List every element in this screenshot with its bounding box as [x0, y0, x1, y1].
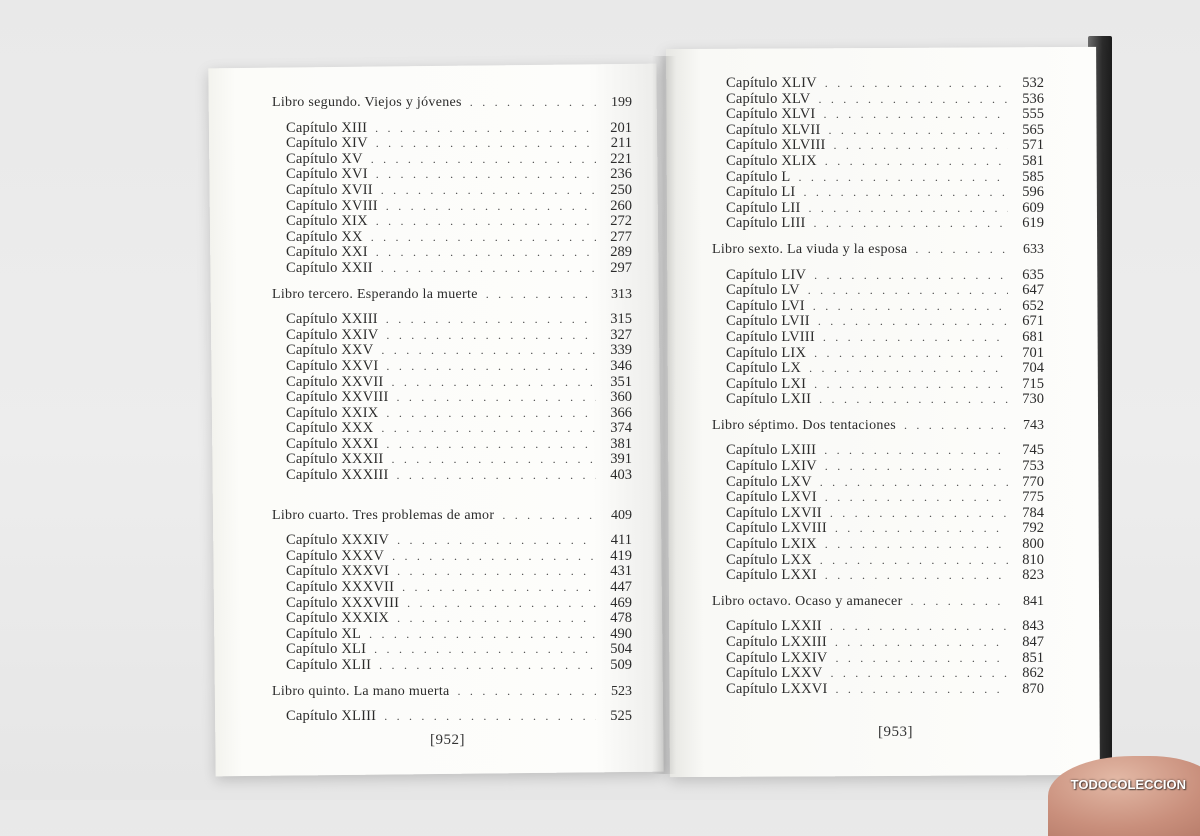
dot-leader — [825, 490, 1008, 506]
toc-chapter-row — [272, 183, 632, 199]
chapter-page-number: 555 — [1022, 106, 1044, 123]
dot-leader — [808, 283, 1008, 299]
dot-leader — [835, 651, 1008, 667]
toc-chapter-row — [712, 185, 1044, 201]
toc-chapter-row — [272, 343, 632, 359]
chapter-page-number: 447 — [610, 579, 632, 596]
chapter-list-octavo — [712, 619, 1044, 697]
chapter-label: Capítulo LXXV — [726, 665, 823, 682]
chapter-page-number: 792 — [1022, 520, 1044, 537]
toc-chapter-row — [712, 76, 1044, 92]
dot-leader — [386, 406, 596, 422]
dot-leader — [376, 136, 596, 152]
dot-leader — [381, 421, 596, 437]
chapter-label: Capítulo XXVI — [286, 357, 379, 374]
dot-leader — [820, 553, 1008, 569]
toc-entry-label: Libro tercero. Esperando la muerte — [272, 286, 478, 302]
dot-leader — [371, 230, 596, 246]
toc-chapter-row — [712, 553, 1044, 569]
chapter-list-segundo — [272, 121, 632, 277]
dot-leader — [381, 261, 596, 277]
chapter-label: Capítulo LIV — [726, 266, 807, 283]
chapter-label: Capítulo LXV — [726, 473, 812, 490]
dot-leader — [386, 437, 596, 453]
toc-chapter-row — [712, 377, 1044, 393]
toc-chapter-row — [272, 468, 632, 484]
chapter-page-number: 652 — [1022, 297, 1044, 314]
chapter-page-number: 847 — [1022, 634, 1044, 650]
chapter-label: Capítulo XXIII — [286, 311, 378, 328]
chapter-label: Capítulo XXIX — [286, 404, 379, 421]
toc-entry-page: 199 — [611, 95, 632, 110]
toc-chapter-row — [712, 459, 1044, 475]
toc-chapter-row — [272, 421, 632, 437]
chapter-label: Capítulo LXVI — [726, 489, 817, 506]
chapter-label: Capítulo LVI — [726, 297, 805, 314]
chapter-label: Capítulo XVIII — [286, 197, 378, 214]
chapter-label: Capítulo XXXIX — [286, 610, 390, 627]
watermark-logo: TODOCOLECCION — [1070, 777, 1186, 792]
toc-chapter-row — [272, 375, 632, 391]
dot-leader — [391, 452, 596, 468]
dot-leader — [835, 682, 1008, 698]
chapter-page-number: 201 — [610, 119, 632, 136]
dot-leader — [835, 635, 1008, 651]
chapter-page-number: 374 — [610, 420, 632, 437]
toc-chapter-row — [712, 154, 1044, 170]
toc-chapter-row — [712, 92, 1044, 108]
dot-leader — [809, 361, 1008, 377]
chapter-label: Capítulo XLVI — [726, 106, 816, 123]
chapter-page-number: 289 — [610, 244, 632, 261]
chapter-label: Capítulo XXXII — [286, 451, 384, 468]
dot-leader — [386, 328, 596, 344]
toc-chapter-row — [272, 136, 632, 152]
chapter-page-number: 411 — [610, 532, 632, 549]
dot-leader — [371, 152, 596, 168]
chapter-label: Capítulo XXXV — [286, 547, 385, 564]
chapter-page-number: 403 — [610, 467, 632, 484]
dot-leader — [803, 185, 1008, 201]
toc-chapter-row — [272, 709, 632, 725]
toc-chapter-row — [272, 406, 632, 422]
toc-chapter-row — [712, 506, 1044, 522]
dot-leader — [386, 359, 596, 375]
chapter-page-number: 315 — [610, 311, 632, 328]
dot-leader — [397, 611, 596, 627]
dot-leader — [486, 287, 596, 303]
dot-leader — [830, 506, 1008, 522]
chapter-label: Capítulo LVII — [726, 313, 810, 330]
toc-entry-libro-cuarto — [272, 508, 632, 524]
toc-chapter-row — [272, 199, 632, 215]
toc-chapter-row — [712, 216, 1044, 232]
chapter-page-number: 277 — [610, 228, 632, 245]
chapter-page-number: 870 — [1022, 680, 1044, 697]
chapter-page-number: 339 — [610, 342, 632, 359]
chapter-page-number: 565 — [1022, 121, 1044, 138]
chapter-label: Capítulo XVI — [286, 166, 368, 183]
chapter-label: Capítulo L — [726, 168, 791, 185]
toc-chapter-row — [272, 580, 632, 596]
dot-leader — [814, 216, 1008, 232]
chapter-label: Capítulo XIX — [286, 213, 368, 230]
toc-chapter-row — [272, 245, 632, 261]
chapter-label: Capítulo XLV — [726, 90, 811, 107]
dot-leader — [386, 312, 596, 328]
chapter-page-number: 704 — [1022, 360, 1044, 377]
chapter-page-number: 609 — [1022, 199, 1044, 216]
dot-leader — [392, 549, 596, 565]
chapter-label: Capítulo XXXVIII — [286, 594, 400, 611]
toc-entry-libro-septimo — [712, 418, 1044, 434]
dot-leader — [823, 330, 1008, 346]
dot-leader — [835, 521, 1008, 537]
chapter-page-number: 431 — [610, 563, 632, 580]
chapter-page-number: 701 — [1022, 344, 1044, 361]
chapter-page-number: 823 — [1022, 567, 1044, 584]
chapter-page-number: 381 — [610, 435, 632, 452]
chapter-label: Capítulo XLIX — [726, 152, 817, 169]
dot-leader — [814, 268, 1008, 284]
chapter-page-number: 272 — [610, 213, 632, 230]
dot-leader — [381, 343, 596, 359]
chapter-label: Capítulo XXVIII — [286, 389, 389, 406]
toc-chapter-row — [272, 437, 632, 453]
dot-leader — [397, 533, 596, 549]
dot-leader — [834, 138, 1008, 154]
chapter-label: Capítulo LXIII — [726, 442, 817, 459]
chapter-label: Capítulo LXII — [726, 391, 812, 408]
dot-leader — [375, 121, 596, 137]
dot-leader — [376, 245, 596, 261]
right-table-of-contents — [712, 76, 1044, 697]
toc-entry-page: 523 — [611, 683, 632, 699]
toc-entry-label: Libro sexto. La viuda y la esposa — [712, 241, 908, 257]
dot-leader — [825, 154, 1008, 170]
toc-chapter-row — [712, 123, 1044, 139]
chapter-label: Capítulo XXII — [286, 259, 373, 276]
dot-leader — [819, 392, 1008, 408]
dot-leader — [374, 642, 596, 658]
dot-leader — [369, 627, 596, 643]
dot-leader — [830, 666, 1008, 682]
dot-leader — [904, 418, 1008, 434]
toc-chapter-row — [712, 314, 1044, 330]
chapter-list-cuarto — [272, 533, 632, 673]
chapter-label: Capítulo XXXI — [286, 435, 379, 452]
toc-entry-label: Libro octavo. Ocaso y amanecer — [712, 593, 903, 609]
chapter-page-number: 327 — [610, 326, 632, 343]
toc-chapter-row — [712, 443, 1044, 459]
dot-leader — [825, 537, 1008, 553]
chapter-page-number: 346 — [610, 357, 632, 374]
toc-chapter-row — [272, 452, 632, 468]
toc-chapter-row — [272, 359, 632, 375]
chapter-label: Capítulo XLVIII — [726, 137, 826, 154]
toc-entry-label: Libro quinto. La mano muerta — [272, 683, 450, 699]
toc-chapter-row — [712, 537, 1044, 553]
toc-chapter-row — [712, 268, 1044, 284]
chapter-page-number: 581 — [1022, 152, 1044, 169]
chapter-label: Capítulo LXXIII — [726, 634, 827, 650]
toc-chapter-row — [272, 121, 632, 137]
chapter-page-number: 419 — [610, 547, 632, 564]
chapter-page-number: 469 — [610, 594, 632, 611]
chapter-label: Capítulo XLIV — [726, 75, 817, 91]
chapter-page-number: 571 — [1022, 137, 1044, 154]
dot-leader — [384, 709, 596, 725]
dot-leader — [829, 123, 1009, 139]
chapter-page-number: 236 — [610, 166, 632, 183]
dot-leader — [396, 468, 596, 484]
chapter-page-number: 366 — [610, 404, 632, 421]
chapter-page-number: 671 — [1022, 313, 1044, 330]
toc-entry-page: 841 — [1023, 593, 1044, 609]
chapter-page-number: 810 — [1022, 551, 1044, 568]
toc-chapter-row — [712, 682, 1044, 698]
toc-chapter-row — [712, 635, 1044, 651]
chapter-page-number: 730 — [1022, 391, 1044, 408]
toc-chapter-row — [272, 328, 632, 344]
page-number-left: [952] — [430, 732, 465, 748]
chapter-page-number: 800 — [1022, 536, 1044, 553]
chapter-page-number: 532 — [1022, 75, 1044, 91]
left-table-of-contents — [272, 95, 632, 725]
chapter-page-number: 504 — [610, 641, 632, 658]
dot-leader — [818, 314, 1008, 330]
chapter-label: Capítulo XXIV — [286, 326, 379, 343]
chapter-page-number: 619 — [1022, 215, 1044, 232]
dot-leader — [824, 443, 1008, 459]
dot-leader — [458, 684, 596, 700]
chapter-label: Capítulo XLIII — [286, 708, 377, 725]
chapter-label: Capítulo XXXIV — [286, 532, 390, 549]
chapter-label: Capítulo LXXVI — [726, 680, 828, 697]
chapter-label: Capítulo LXVIII — [726, 520, 827, 537]
toc-chapter-row — [272, 312, 632, 328]
dot-leader — [915, 242, 1008, 258]
toc-chapter-row — [272, 611, 632, 627]
book-gutter — [652, 56, 676, 774]
dot-leader — [814, 346, 1008, 362]
toc-chapter-row — [712, 346, 1044, 362]
toc-chapter-row — [712, 361, 1044, 377]
dot-leader — [830, 619, 1008, 635]
chapter-label: Capítulo XXXVII — [286, 579, 395, 596]
toc-chapter-row — [272, 627, 632, 643]
chapter-page-number: 211 — [610, 135, 632, 152]
toc-chapter-row — [272, 658, 632, 674]
dot-leader — [376, 214, 596, 230]
chapter-label: Capítulo XLII — [286, 657, 372, 673]
chapter-label: Capítulo XLI — [286, 641, 367, 658]
chapter-label: Capítulo XVII — [286, 181, 373, 198]
toc-chapter-row — [712, 283, 1044, 299]
dot-leader — [470, 95, 596, 111]
chapter-list-tercero — [272, 312, 632, 484]
toc-chapter-row — [712, 568, 1044, 584]
chapter-page-number: 753 — [1022, 458, 1044, 475]
chapter-page-number: 585 — [1022, 168, 1044, 185]
dot-leader — [397, 564, 596, 580]
chapter-page-number: 770 — [1022, 473, 1044, 490]
chapter-page-number: 596 — [1022, 184, 1044, 201]
toc-chapter-row — [712, 666, 1044, 682]
chapter-label: Capítulo LXIX — [726, 536, 817, 553]
dot-leader — [825, 76, 1008, 92]
toc-chapter-row — [272, 596, 632, 612]
chapter-page-number: 297 — [610, 259, 632, 276]
chapter-label: Capítulo LX — [726, 360, 802, 377]
dot-leader — [823, 107, 1008, 123]
toc-entry-label: Libro cuarto. Tres problemas de amor — [272, 507, 495, 523]
dot-leader — [825, 568, 1008, 584]
dot-leader — [808, 201, 1008, 217]
chapter-page-number: 536 — [1022, 90, 1044, 107]
chapter-label: Capítulo XXV — [286, 342, 374, 359]
dot-leader — [798, 170, 1008, 186]
toc-chapter-row — [712, 651, 1044, 667]
toc-chapter-row — [712, 475, 1044, 491]
dot-leader — [814, 377, 1008, 393]
toc-chapter-row — [712, 138, 1044, 154]
toc-chapter-row — [272, 549, 632, 565]
chapter-page-number: 715 — [1022, 375, 1044, 392]
chapter-label: Capítulo XX — [286, 228, 363, 245]
toc-entry-libro-tercero — [272, 287, 632, 303]
chapter-label: Capítulo LI — [726, 184, 796, 201]
chapter-page-number: 775 — [1022, 489, 1044, 506]
chapter-label: Capítulo XXVII — [286, 373, 384, 390]
toc-entry-libro-segundo — [272, 95, 632, 111]
chapter-label: Capítulo LII — [726, 199, 801, 216]
toc-chapter-row — [272, 261, 632, 277]
dot-leader — [813, 299, 1008, 315]
chapter-label: Capítulo XIII — [286, 119, 368, 136]
toc-chapter-row — [272, 230, 632, 246]
chapter-page-number: 635 — [1022, 266, 1044, 283]
toc-chapter-row — [712, 392, 1044, 408]
chapter-page-number: 525 — [610, 708, 632, 725]
chapter-list-septimo — [712, 443, 1044, 583]
dot-leader — [381, 183, 596, 199]
chapter-label: Capítulo LXIV — [726, 458, 817, 475]
chapter-label: Capítulo XL — [286, 625, 362, 642]
chapter-page-number: 391 — [610, 451, 632, 468]
chapter-label: Capítulo LXXIV — [726, 649, 828, 666]
dot-leader — [391, 375, 596, 391]
chapter-page-number: 490 — [610, 625, 632, 642]
chapter-page-number: 260 — [610, 197, 632, 214]
chapter-page-number: 745 — [1022, 442, 1044, 459]
toc-entry-label: Libro séptimo. Dos tentaciones — [712, 417, 896, 433]
toc-chapter-row — [712, 490, 1044, 506]
toc-entry-label: Libro segundo. Viejos y jóvenes — [272, 95, 462, 110]
chapter-label: Capítulo XXI — [286, 244, 368, 261]
toc-chapter-row — [272, 214, 632, 230]
dot-leader — [407, 596, 596, 612]
chapter-page-number: 351 — [610, 373, 632, 390]
dot-leader — [820, 475, 1008, 491]
dot-leader — [386, 199, 596, 215]
dot-leader — [376, 167, 596, 183]
chapter-page-number: 681 — [1022, 328, 1044, 345]
toc-chapter-row — [712, 299, 1044, 315]
chapter-label: Capítulo LXX — [726, 551, 812, 568]
toc-chapter-row — [712, 521, 1044, 537]
chapter-page-number: 647 — [1022, 282, 1044, 299]
toc-chapter-row — [272, 533, 632, 549]
toc-chapter-row — [272, 564, 632, 580]
toc-chapter-row — [272, 152, 632, 168]
page-number-right: [953] — [878, 724, 913, 740]
toc-chapter-row — [712, 107, 1044, 123]
toc-entry-page: 313 — [611, 286, 632, 302]
dot-leader — [818, 92, 1008, 108]
chapter-label: Capítulo XIV — [286, 135, 368, 152]
chapter-label: Capítulo XXXIII — [286, 467, 389, 484]
chapter-label: Capítulo LIII — [726, 215, 806, 232]
chapter-page-number: 250 — [610, 181, 632, 198]
chapter-page-number: 221 — [610, 150, 632, 167]
toc-chapter-row — [272, 642, 632, 658]
chapter-page-number: 509 — [610, 657, 632, 673]
toc-entry-libro-sexto — [712, 242, 1044, 258]
dot-leader — [396, 390, 596, 406]
toc-entry-page: 409 — [611, 507, 632, 523]
dot-leader — [402, 580, 596, 596]
toc-chapter-row — [272, 167, 632, 183]
chapter-label: Capítulo LXXI — [726, 567, 817, 584]
chapter-label: Capítulo LVIII — [726, 328, 815, 345]
chapter-page-number: 862 — [1022, 665, 1044, 682]
dot-leader — [911, 594, 1008, 610]
chapter-label: Capítulo XV — [286, 150, 363, 167]
chapter-label: Capítulo XXXVI — [286, 563, 390, 580]
dot-leader — [825, 459, 1008, 475]
toc-chapter-row — [712, 201, 1044, 217]
chapter-page-number: 360 — [610, 389, 632, 406]
chapter-label: Capítulo LIX — [726, 344, 807, 361]
toc-chapter-row — [712, 619, 1044, 635]
dot-leader — [502, 508, 596, 524]
chapter-page-number: 851 — [1022, 649, 1044, 666]
chapter-label: Capítulo LV — [726, 282, 800, 299]
toc-entry-page: 743 — [1023, 417, 1044, 433]
thumb — [1048, 756, 1200, 836]
chapter-list-quinto — [272, 709, 632, 725]
toc-chapter-row — [712, 170, 1044, 186]
toc-entry-libro-quinto — [272, 684, 632, 700]
chapter-label: Capítulo LXXII — [726, 618, 822, 635]
chapter-label: Capítulo XLVII — [726, 121, 821, 138]
chapter-page-number: 843 — [1022, 618, 1044, 635]
toc-entry-page: 633 — [1023, 241, 1044, 257]
chapter-page-number: 784 — [1022, 504, 1044, 521]
dot-leader — [379, 658, 596, 674]
toc-chapter-row — [272, 390, 632, 406]
chapter-page-number: 478 — [610, 610, 632, 627]
toc-entry-libro-octavo — [712, 594, 1044, 610]
chapter-list-quinto-continued — [712, 76, 1044, 232]
toc-chapter-row — [712, 330, 1044, 346]
chapter-label: Capítulo LXI — [726, 375, 807, 392]
chapter-list-sexto — [712, 268, 1044, 408]
chapter-label: Capítulo LXVII — [726, 504, 822, 521]
chapter-label: Capítulo XXX — [286, 420, 374, 437]
